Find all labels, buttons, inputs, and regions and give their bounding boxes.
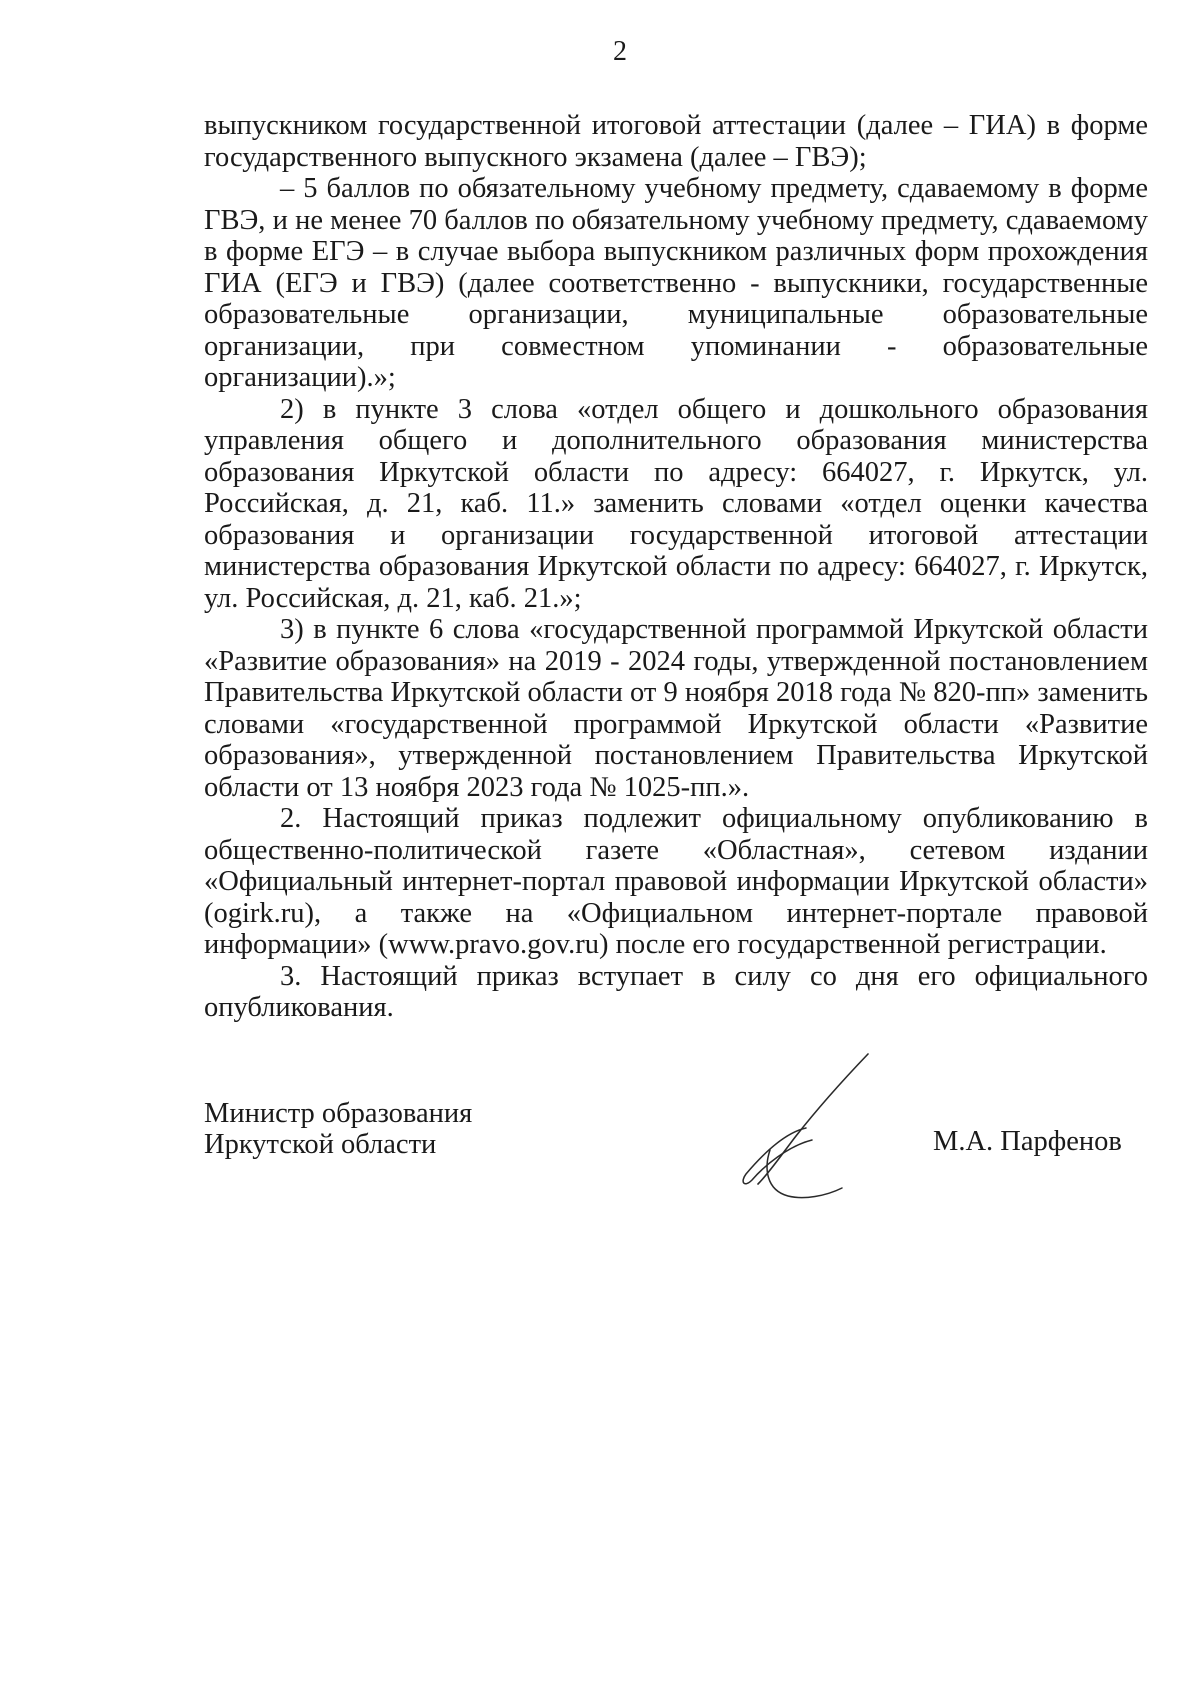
paragraph: 3. Настоящий приказ вступает в силу со дня его официального опубликования. — [204, 960, 1148, 1023]
signatory-position — [204, 1098, 472, 1160]
document-body — [204, 110, 1148, 1024]
paragraph: выпускником государственной итоговой аттестации (далее – ГИА) в форме государственного выпускного экзамена (далее – ГВЭ); — [204, 110, 1148, 173]
paragraph: 3) в пункте 6 слова «государственной программой Иркутской области «Развитие образования» на 2019 - 2024 годы, утвержденной постановлением Правительства Иркутской области от 9 ноября 2018 года № 820-пп» заменить словами «государственной программой Иркутской области «Развитие образования», утвержденной постановлением Правительства Иркутской области от 13 ноября 2023 года № 1025-пп.». — [204, 614, 1148, 803]
paragraph: 2) в пункте 3 слова «отдел общего и дошкольного образования управления общего и дополнительного образования министерства образования Иркутской области по адресу: 664027, г. Иркутск, ул. Российская, д. 21, каб. 11.» заменить словами «отдел оценки качества образования и организации государственной итоговой аттестации министерства образования Иркутской области по адресу: 664027, г. Иркутск, ул. Российская, д. 21, каб. 21.»; — [204, 393, 1148, 614]
paragraph: – 5 баллов по обязательному учебному предмету, сдаваемому в форме ГВЭ, и не менее 70 баллов по обязательному учебному предмету, сдаваемому в форме ЕГЭ – в случае выбора выпускником различных форм прохождения ГИА (ЕГЭ и ГВЭ) (далее соответственно - выпускники, государственные образовательные организации, муниципальные образовательные организации, при совместном упоминании - образовательные организации).»; — [204, 173, 1148, 393]
paragraph: 2. Настоящий приказ подлежит официальному опубликованию в общественно-политической газете «Областная», сетевом издании «Официальный интернет-портал правовой информации Иркутской области» (ogirk.ru), а также на «Официальном интернет-портале правовой информации» (www.pravo.gov.ru) после его государственной регистрации. — [204, 803, 1148, 960]
handwritten-signature — [730, 1050, 880, 1200]
signatory-position-line: Министр образования — [204, 1098, 473, 1129]
signatory-name: М.А. Парфенов — [933, 1126, 1122, 1157]
page-number: 2 — [613, 36, 627, 67]
signatory-position-line: Иркутской области — [204, 1129, 437, 1160]
